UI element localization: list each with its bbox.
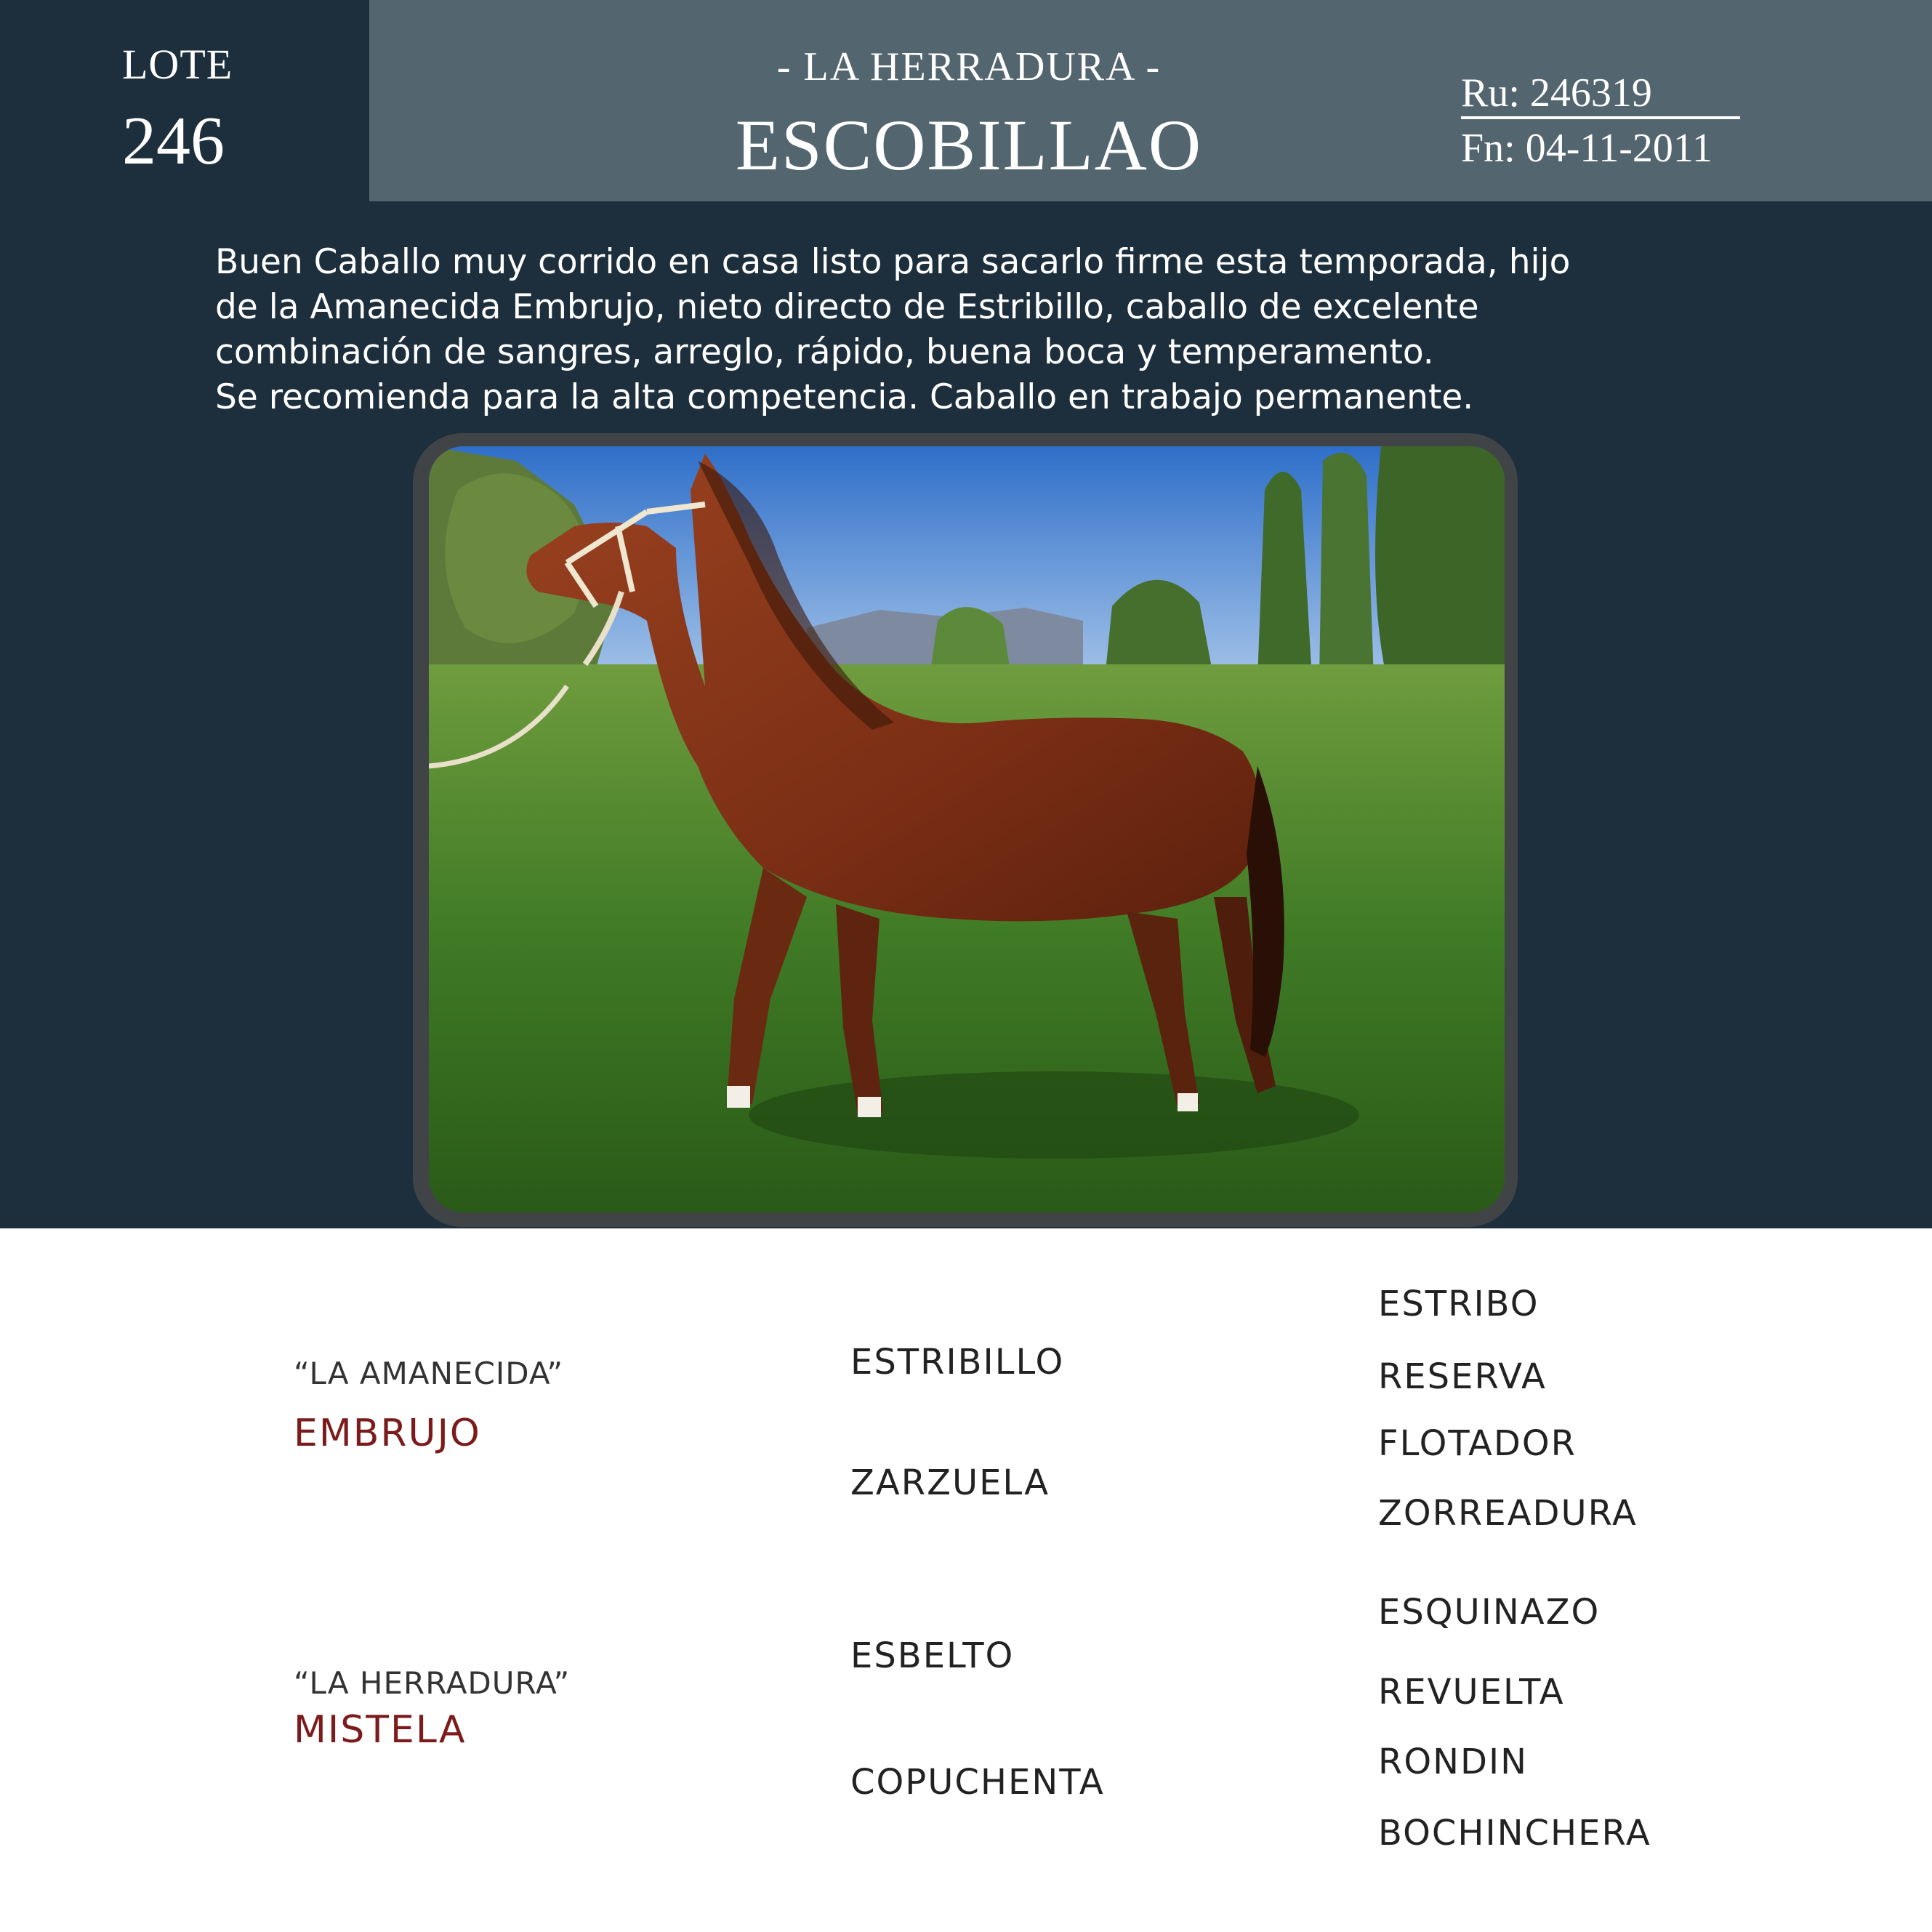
description-line: Se recomienda para la alta competencia. Caballo en trabajo permanente. bbox=[215, 377, 1474, 417]
great-grandparent: ESQUINAZO bbox=[1378, 1592, 1601, 1633]
registration-number: Ru: 246319 bbox=[1461, 70, 1740, 119]
great-grandparent: ZORREADURA bbox=[1378, 1493, 1638, 1534]
description-line: Buen Caballo muy corrido en casa listo para sacarlo firme esta temporada, hijo bbox=[215, 242, 1571, 282]
horse-photo bbox=[429, 446, 1505, 1212]
description-line: de la Amanecida Embrujo, nieto directo de Estribillo, caballo de excelente bbox=[215, 287, 1479, 327]
title-band bbox=[369, 0, 1932, 201]
great-grandparent: FLOTADOR bbox=[1378, 1423, 1577, 1464]
horse-description bbox=[215, 240, 1756, 420]
great-grandparent: REVUELTA bbox=[1378, 1672, 1565, 1712]
great-grandparent: BOCHINCHERA bbox=[1378, 1813, 1651, 1853]
sire-breeder: “LA AMANECIDA” bbox=[294, 1356, 564, 1391]
dam-breeder: “LA HERRADURA” bbox=[294, 1665, 571, 1701]
lot-label: LOTE bbox=[122, 41, 233, 88]
great-grandparent: ESTRIBO bbox=[1378, 1284, 1539, 1324]
lot-box bbox=[0, 0, 369, 201]
lot-number: 246 bbox=[122, 103, 225, 179]
dam-name: MISTELA bbox=[294, 1708, 467, 1752]
birth-date: Fn: 04-11-2011 bbox=[1461, 126, 1712, 171]
great-grandparent: RONDIN bbox=[1378, 1742, 1529, 1782]
breeder-name: - LA HERRADURA - bbox=[776, 44, 1162, 89]
photo-frame bbox=[413, 433, 1518, 1227]
horse-photo-illustration bbox=[429, 446, 1505, 1212]
granddam-maternal: COPUCHENTA bbox=[850, 1762, 1105, 1803]
granddam-paternal: ZARZUELA bbox=[850, 1462, 1050, 1503]
sire-name: EMBRUJO bbox=[294, 1412, 481, 1455]
grandsire-maternal: ESBELTO bbox=[850, 1635, 1015, 1676]
description-line: combinación de sangres, arreglo, rápido, buena boca y temperamento. bbox=[215, 332, 1434, 372]
grandsire-paternal: ESTRIBILLO bbox=[850, 1342, 1065, 1382]
horse-name: ESCOBILLAO bbox=[735, 105, 1203, 185]
great-grandparent: RESERVA bbox=[1378, 1356, 1547, 1397]
